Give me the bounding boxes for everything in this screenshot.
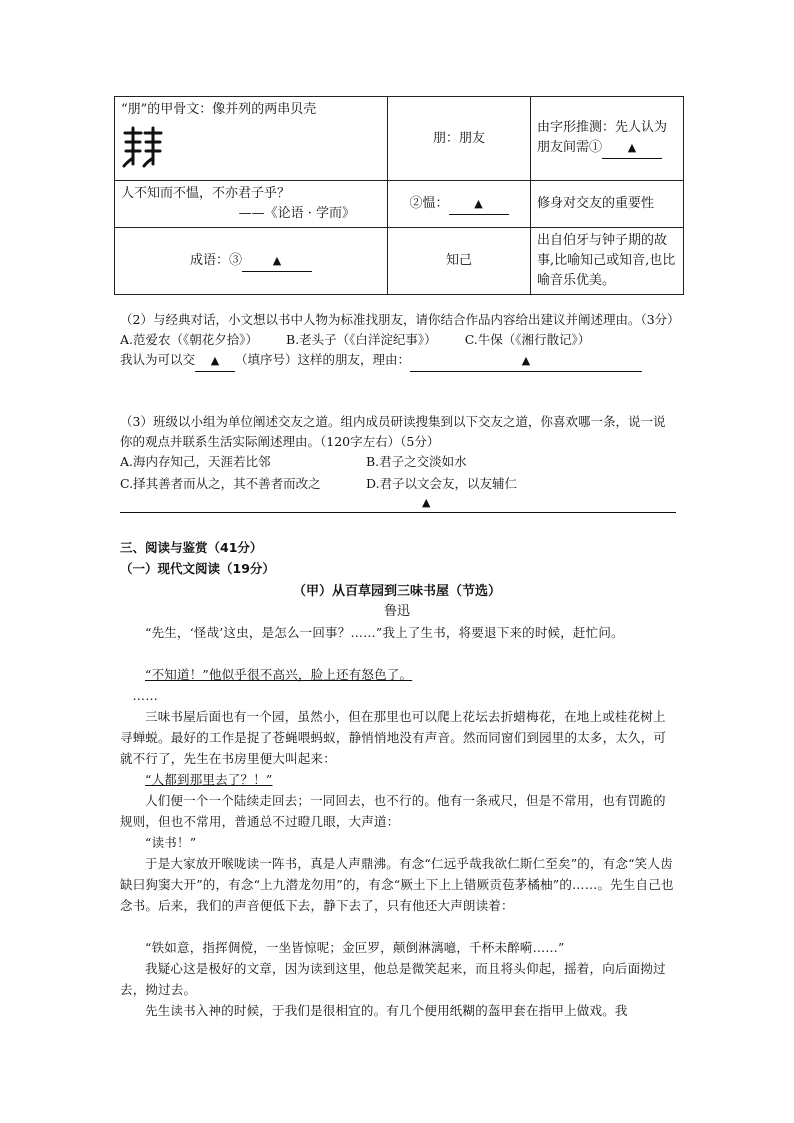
answer-blank-2[interactable]: ▲ (449, 194, 509, 215)
answer-marker: ▲ (422, 496, 431, 509)
section-heading: 三、阅读与鉴赏（41分） (120, 540, 263, 555)
passage-ellipsis: …… (132, 688, 158, 703)
passage-paragraph: “铁如意，指挥倜傥，一坐皆惊呢；金叵罗，颠倒淋漓噫，千杯未醉嗬……” (145, 940, 565, 955)
passage-title: （甲）从百草园到三味书屋（节选） (292, 584, 501, 599)
quote-source: ——《论语 · 学而》 (238, 206, 355, 221)
option-b[interactable]: B.老头子（《白洋淀纪事》） (286, 332, 437, 347)
passage-paragraph: “读书！” (145, 835, 197, 850)
answer-blank-reason[interactable]: ▲ (410, 350, 642, 372)
quote-text: 人不知而不愠，不亦君子乎？ (121, 186, 291, 201)
passage-paragraph: “人都到那里去了？！” (145, 772, 273, 787)
table-cell (531, 228, 684, 295)
idiom-label: 成语：③ (189, 252, 242, 268)
passage-paragraph: 我疑心这是极好的文章，因为读到这里，他总是微笑起来，而且将头仰起，摇着，向后面拗过去，拗过去。 (120, 961, 666, 997)
table-cell (115, 228, 388, 295)
question-3 (120, 412, 676, 494)
idiom-origin: 出自伯牙与钟子期的故事,比喻知己或知音,也比喻音乐优美。 (537, 233, 676, 288)
significance-text: 修身对交友的重要性 (537, 196, 655, 211)
question-3-options (120, 452, 676, 494)
oracle-bone-peng-icon (121, 124, 381, 175)
answer-mid: （填序号）这样的朋友，理由： (235, 352, 411, 367)
table-cell (531, 181, 684, 228)
table-row (115, 228, 684, 295)
question-3-stem: （3）班级以小组为单位阐述交友之道。组内成员研读搜集到以下交友之道，你喜欢哪一条，说一说你的观点并联系生活实际阐述理由。（120字左右）（5分） (120, 414, 666, 449)
question-2-stem: （2）与经典对话，小文想以书中人物为标准找朋友，请你结合作品内容给出建议并阐述理由。（3分） (120, 312, 680, 327)
question-2 (120, 310, 680, 372)
table-cell (531, 97, 684, 181)
answer-blank-choice[interactable]: ▲ (195, 350, 235, 372)
table-cell (115, 97, 388, 181)
option-c[interactable]: C.择其善者而从之，其不善者而改之 (120, 476, 321, 491)
passage-paragraph: “先生，‘怪哉’这虫，是怎么一回事？……”我上了生书，将要退下来的时候，赶忙问。 (145, 625, 624, 640)
table-cell (388, 181, 531, 228)
passage-paragraph: 三味书屋后面也有一个园，虽然小，但在那里也可以爬上花坛去折蜡梅花，在地上或桂花树上寻蝉蜕。最好的工作是捉了苍蝇喂蚂蚁，静悄悄地没有声音。然而同窗们到园里的太多，太久，可就不行了，先生在书房里便大叫起来： (120, 709, 667, 766)
passage-paragraph: 于是大家放开喉咙读一阵书，真是人声鼎沸。有念“仁远乎哉我欲仁斯仁至矣”的，有念“笑人齿缺曰狗窦大开”的，有念“上九潜龙勿用”的，有念“厥土下上上错厥贡苞茅橘柚”的……。先生自己也念书。后来，我们的声音便低下去，静下去了，只有他还大声朗读着： (120, 856, 674, 913)
question-2-answer (120, 350, 676, 372)
table-row (115, 181, 684, 228)
idiom-meaning: 知己 (445, 253, 472, 268)
answer-line[interactable] (120, 512, 676, 513)
option-b[interactable]: B.君子之交淡如水 (366, 454, 467, 469)
passage-paragraph: 先生读书入神的时候，于我们是很相宜的。有几个便用纸糊的盔甲套在指甲上做戏。我 (145, 1003, 628, 1018)
answer-blank-3[interactable]: ▲ (242, 251, 312, 272)
word-label: ②愠： (409, 195, 449, 211)
answer-prefix: 我认为可以交 (120, 352, 196, 367)
option-c[interactable]: C.牛保（《湘行散记》） (464, 332, 591, 347)
answer-blank-1[interactable]: ▲ (602, 138, 662, 159)
oracle-caption: “朋”的甲骨文：像并列的两串贝壳 (121, 102, 317, 117)
passage-paragraph: “不知道！”他似乎很不高兴，脸上还有怒色了。 (145, 667, 413, 682)
passage-paragraph: 人们便一个一个陆续走回去；一同回去，也不行的。他有一条戒尺，但是不常用，也有罚跪的规则，但也不常用，普通总不过瞪几眼，大声道： (120, 793, 666, 829)
question-2-options (120, 330, 676, 350)
table-cell (115, 181, 388, 228)
table-cell (388, 228, 531, 295)
inference-text: 由字形推测：先人认为朋友间需① (537, 120, 668, 155)
meaning-text: 朋：朋友 (432, 130, 485, 146)
passage-author: 鲁迅 (383, 604, 410, 619)
table-row (115, 97, 684, 181)
table-cell (388, 97, 531, 181)
option-a[interactable]: A.范爱农（《朝花夕拾》） (120, 332, 259, 347)
option-d[interactable]: D.君子以文会友，以友辅仁 (366, 476, 518, 491)
subsection-heading: （一）现代文阅读（19分） (120, 561, 275, 576)
character-table (114, 96, 684, 295)
option-a[interactable]: A.海内存知己，天涯若比邻 (120, 454, 271, 469)
